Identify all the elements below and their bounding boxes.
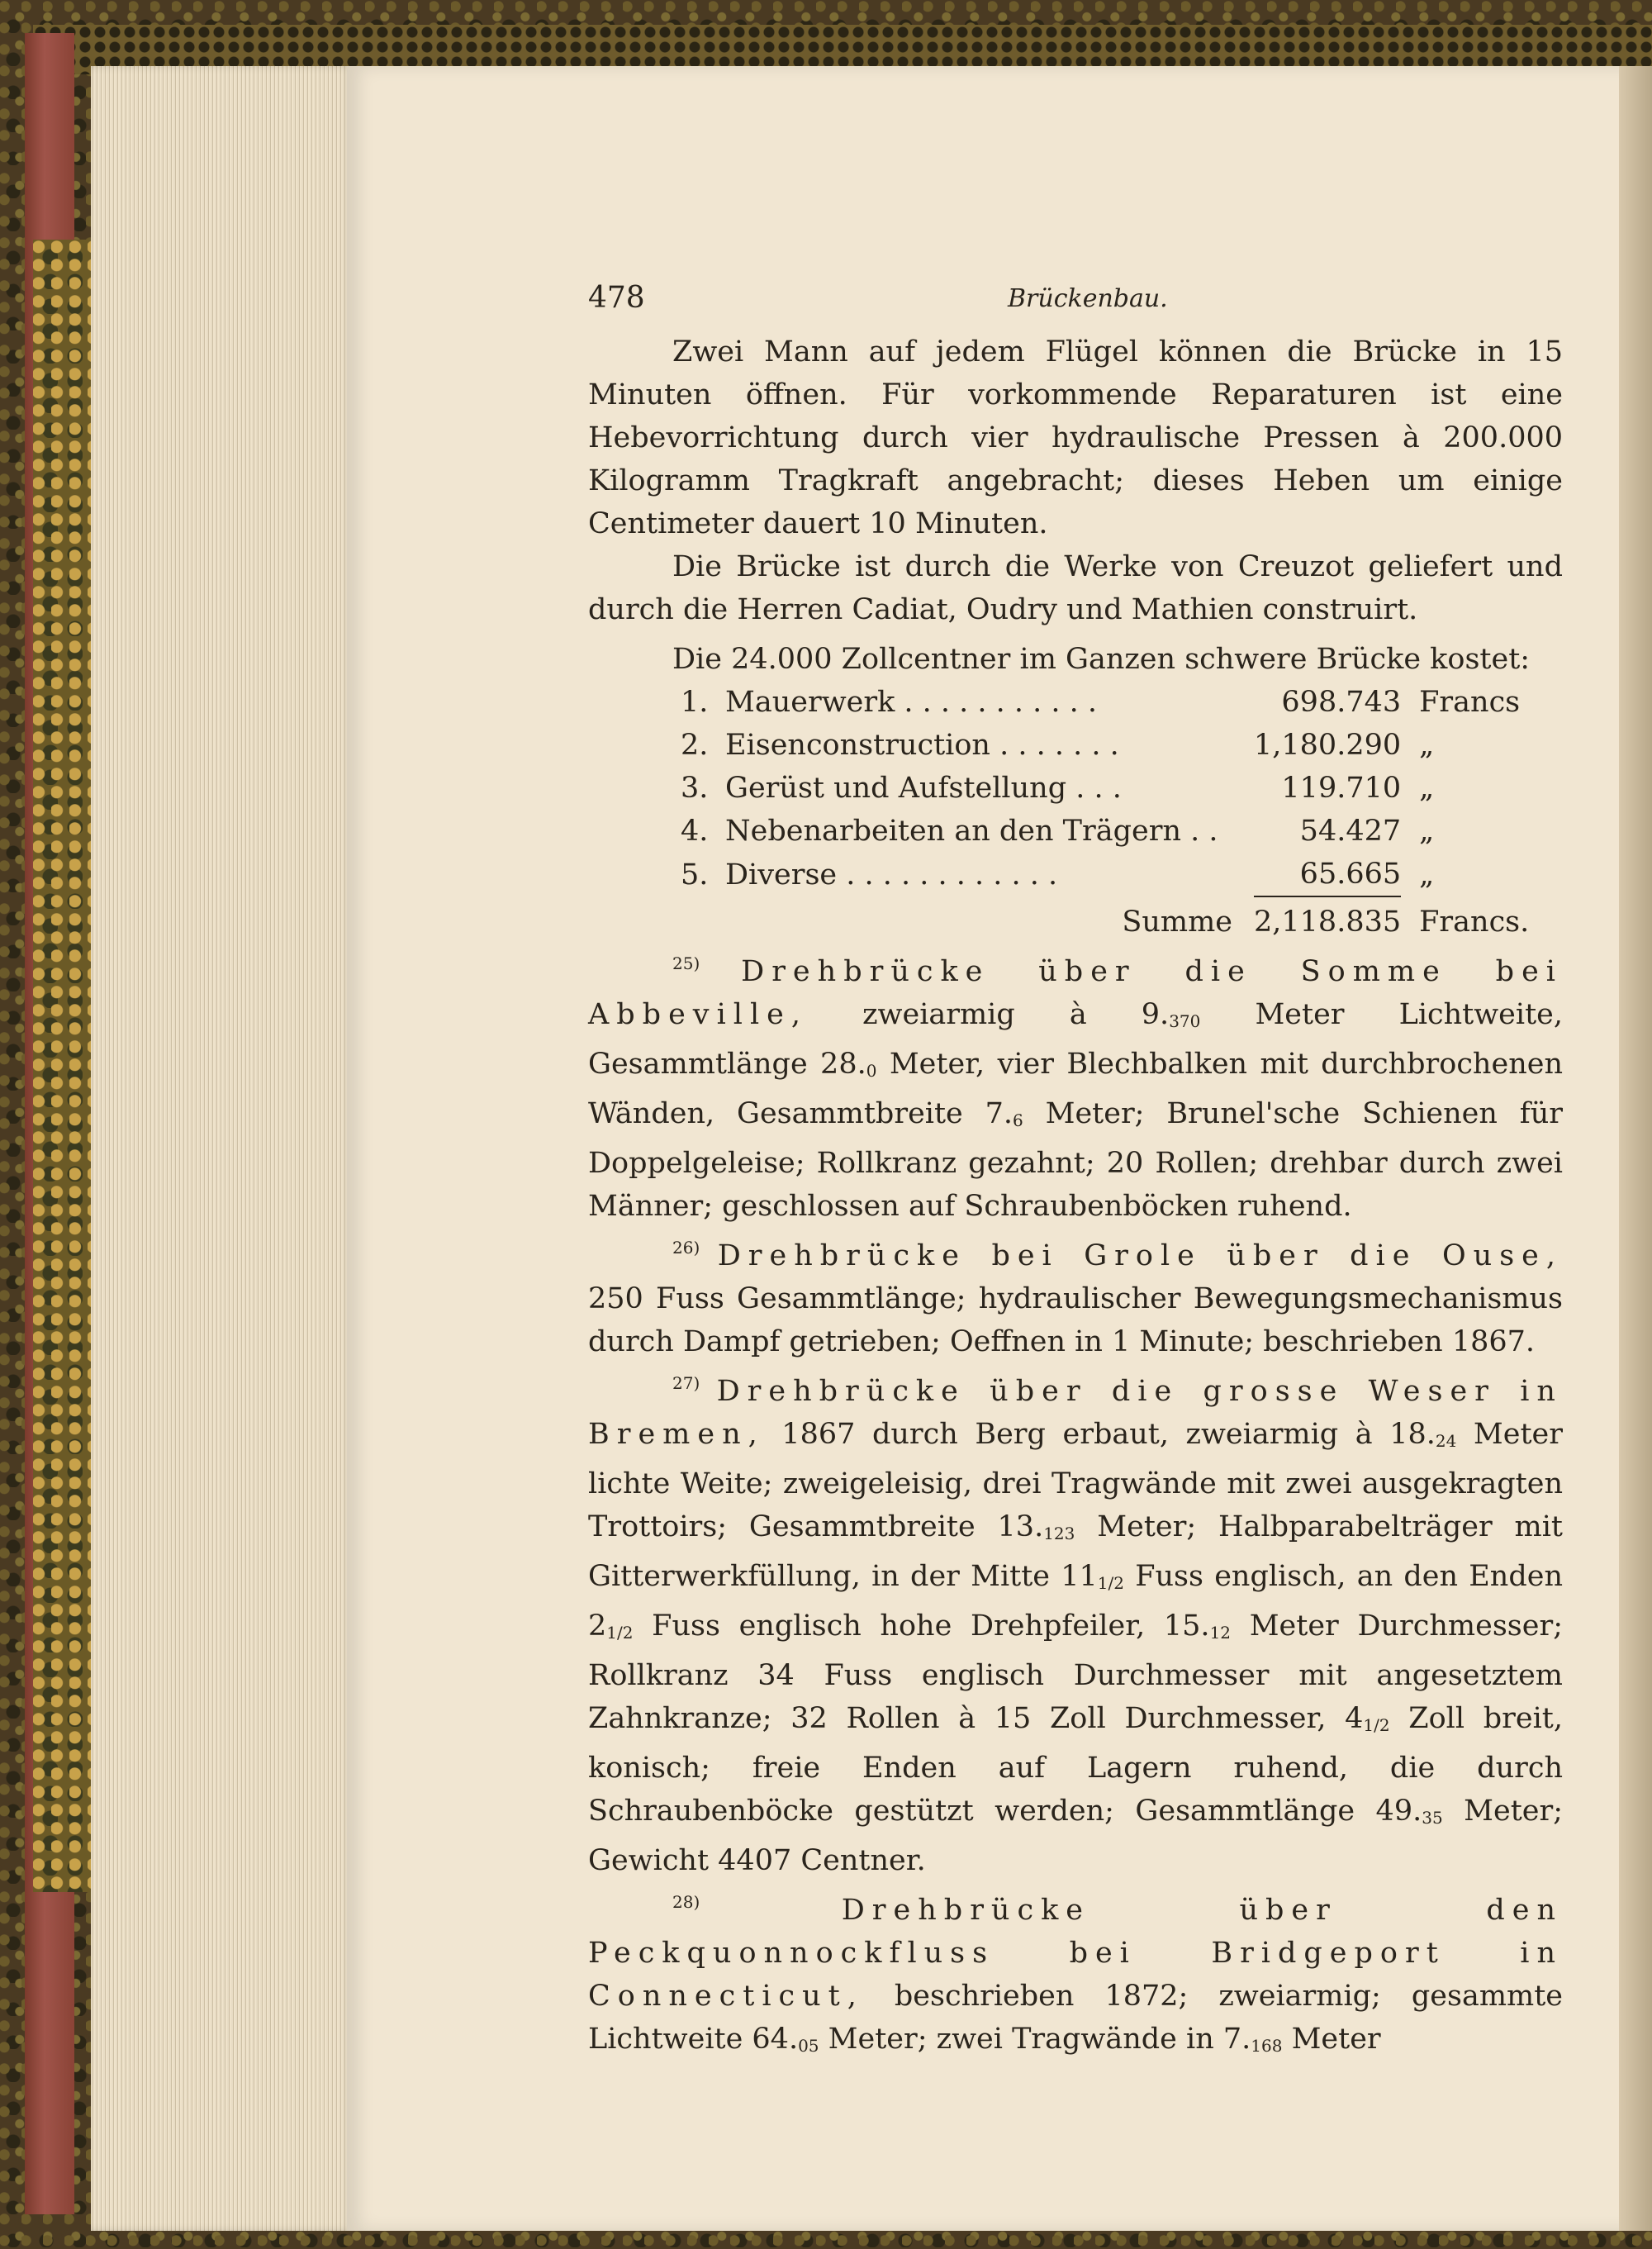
note-text: Meter lichte Weite; zweigeleisig, drei Tragwände mit zwei ausgekragten Trottoirs; Gesammtbreite 13.	[588, 1418, 1563, 1543]
paragraph-opening: Zwei Mann auf jedem Flügel können die Brücke in 15 Minuten öffnen. Für vorkommende Reparaturen ist eine Hebevorrichtung durch vier hydraulische Pressen à 200.000 Kilogramm Tragkraft angebracht; dieses Heben um einige Centimeter dauert 10 Minuten.	[588, 335, 1563, 540]
page-number: 478	[588, 281, 645, 315]
page-header	[588, 281, 1563, 330]
cost-row	[681, 810, 1540, 853]
note-text: 1867 durch Berg erbaut, zweiarmig à 18.	[764, 1418, 1436, 1451]
note-title: Drehbrücke über die grosse Weser in Bremen,	[588, 1375, 1563, 1451]
cost-item-amount: 119.710	[1281, 772, 1402, 805]
cost-item-amount: 65.665	[1299, 858, 1402, 891]
cost-item-number: 4.	[681, 815, 709, 848]
note-subscript: 0	[866, 1061, 877, 1081]
note-title: Drehbrücke über den Peckquonnockfluss bei Bridgeport in Connecticut,	[588, 1894, 1563, 2013]
cost-item-label: Gerüst und Aufstellung . . .	[725, 772, 1122, 805]
page-block-edges	[91, 66, 354, 2231]
note-text: Meter Durchmesser; Rollkranz 34 Fuss englisch Durchmesser mit angesetztem Zahnkranze; 32 Rollen à 15 Zoll Durchmesser, 4	[588, 1609, 1563, 1735]
cost-item-unit: „	[1419, 729, 1435, 762]
note-subscript: 05	[798, 2036, 819, 2056]
paragraph-manufacturer: Die Brücke ist durch die Werke von Creuzot geliefert und durch die Herren Cadiat, Oudry und Mathien construirt.	[588, 550, 1563, 626]
note-27	[588, 1370, 1563, 1882]
cost-row	[681, 681, 1540, 724]
note-text: zweiarmig à 9.	[862, 998, 1170, 1031]
note-fraction: 1/2	[606, 1623, 634, 1643]
cost-table	[681, 681, 1540, 944]
note-text: Fuss englisch hohe Drehpfeiler, 15.	[633, 1609, 1210, 1643]
note-marker: 27)	[672, 1373, 700, 1393]
cost-item-amount: 1,180.290	[1254, 729, 1402, 762]
note-text: 250 Fuss Gesammtlänge; hydraulischer Bewegungsmechanismus durch Dampf getrieben; Oeffnen in 1 Minute; beschrieben 1867.	[588, 1282, 1563, 1358]
note-26	[588, 1234, 1563, 1363]
note-text: Meter Lichtweite, Gesammtlänge 28.	[588, 998, 1563, 1081]
note-text: beschrieben 1872; zweiarmig; gesammte Lichtweite 64.	[588, 1980, 1563, 2056]
note-text: Fuss englisch, an den Enden 2	[588, 1560, 1563, 1643]
cost-item-unit: „	[1419, 772, 1435, 805]
note-subscript: 24	[1435, 1431, 1457, 1451]
note-fraction: 1/2	[1097, 1573, 1124, 1593]
cost-item-number: 5.	[681, 858, 709, 892]
note-subscript: 370	[1169, 1011, 1201, 1031]
note-25	[588, 950, 1563, 1228]
facing-page-edge	[1619, 66, 1652, 2231]
paragraph-cost-intro: Die 24.000 Zollcentner im Ganzen schwere Brücke kostet:	[672, 643, 1531, 676]
cost-item-unit: Francs	[1419, 686, 1521, 719]
cost-item-label: Eisenconstruction . . . . . . .	[725, 729, 1119, 762]
note-text: Meter, vier Blechbalken mit durchbrochenen Wänden, Gesammtbreite 7.	[588, 1048, 1563, 1130]
note-marker: 25)	[672, 953, 700, 973]
note-marker: 28)	[672, 1892, 700, 1912]
note-text: Meter; Halbparabelträger mit Gitterwerkfüllung, in der Mitte 11	[588, 1510, 1563, 1593]
note-subscript: 12	[1209, 1623, 1232, 1643]
cost-item-label: Diverse . . . . . . . . . . . .	[725, 858, 1058, 892]
cost-sum-row	[681, 896, 1540, 944]
note-28	[588, 1889, 1563, 2067]
cost-item-number: 3.	[681, 772, 709, 805]
note-text: Meter; zwei Tragwände in 7.	[819, 2023, 1251, 2056]
page-content	[588, 281, 1563, 2067]
sum-label: Summe	[1122, 906, 1232, 939]
note-text: Meter	[1282, 2023, 1381, 2056]
note-text: Meter; Gewicht 4407 Centner.	[588, 1795, 1563, 1877]
note-title: Drehbrücke über die Somme bei Abbeville,	[588, 955, 1563, 1031]
sum-unit: Francs.	[1419, 906, 1530, 939]
cost-row	[681, 767, 1540, 810]
cost-item-number: 2.	[681, 729, 709, 762]
note-subscript: 168	[1251, 2036, 1283, 2056]
cost-item-amount: 698.743	[1281, 686, 1402, 719]
note-text: Zoll breit, konisch; freie Enden auf Lagern ruhend, die durch Schraubenböcke gestützt werden; Gesammtlänge 49.	[588, 1702, 1563, 1828]
note-fraction: 1/2	[1363, 1715, 1390, 1735]
note-title: Drehbrücke bei Grole über die Ouse,	[717, 1239, 1563, 1272]
cost-item-label: Nebenarbeiten an den Trägern . .	[725, 815, 1218, 848]
note-subscript: 35	[1422, 1808, 1443, 1828]
marbled-cover-left	[33, 240, 91, 1892]
cost-item-number: 1.	[681, 686, 709, 719]
cost-item-amount: 54.427	[1299, 815, 1402, 848]
sum-amount: 2,118.835	[1254, 896, 1401, 944]
cost-item-label: Mauerwerk . . . . . . . . . . .	[725, 686, 1098, 719]
note-marker: 26)	[672, 1238, 700, 1258]
running-head: Brückenbau.	[1008, 284, 1168, 313]
note-text: Meter; Brunel'sche Schienen für Doppelgeleise; Rollkranz gezahnt; 20 Rollen; drehbar durch zwei Männer; geschlossen auf Schraubenböcken ruhend.	[588, 1097, 1563, 1223]
cost-item-unit: „	[1419, 815, 1435, 848]
cost-row	[681, 853, 1540, 896]
note-subscript: 123	[1043, 1524, 1075, 1543]
cost-row	[681, 724, 1540, 767]
note-subscript: 6	[1013, 1110, 1023, 1130]
cost-item-unit: „	[1419, 858, 1435, 892]
